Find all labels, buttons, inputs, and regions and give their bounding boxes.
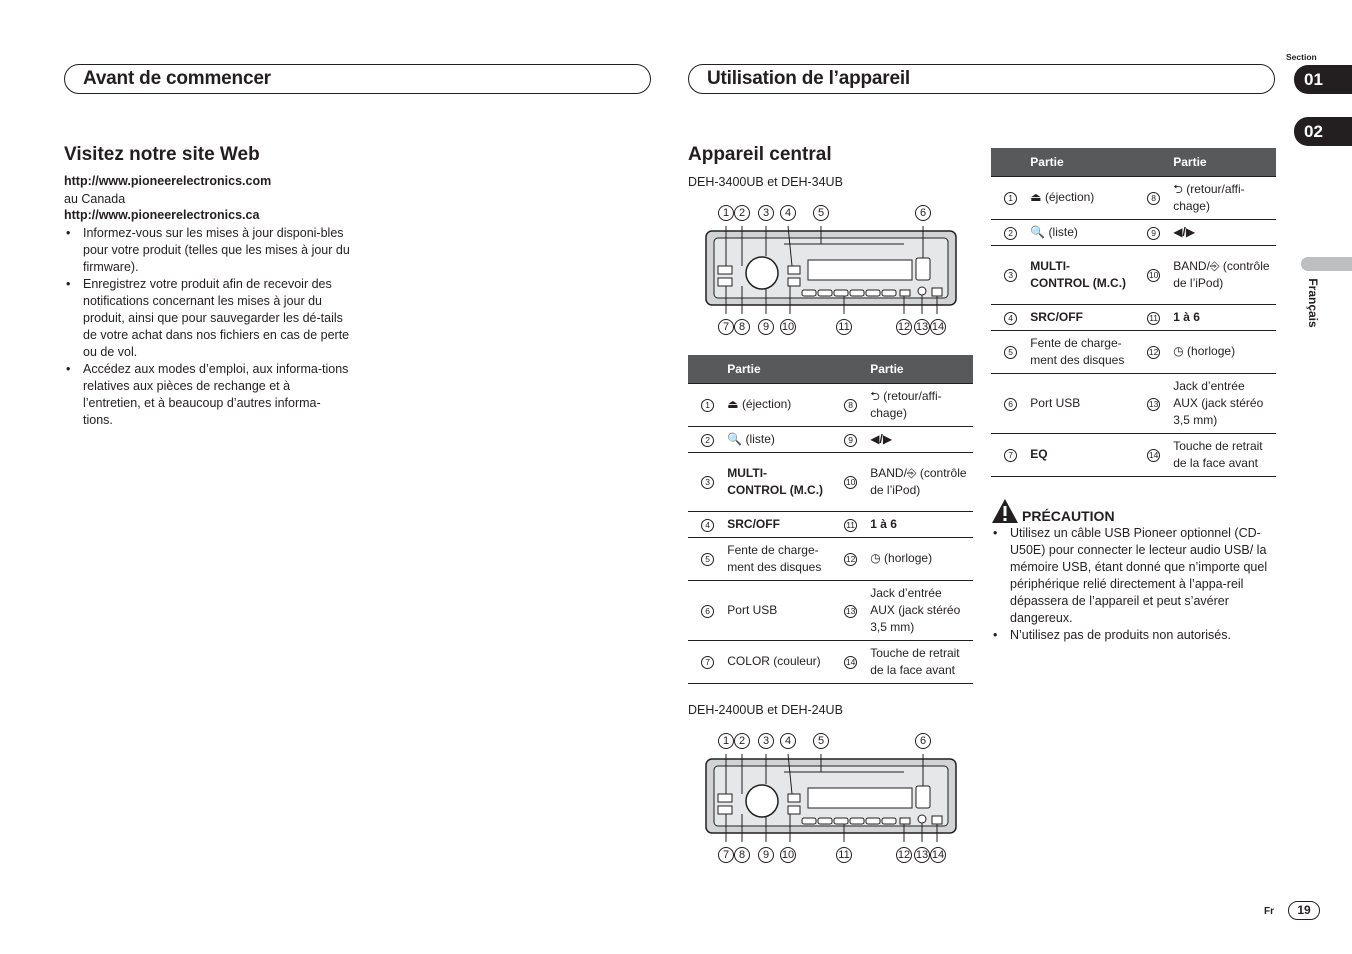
section-title: Utilisation de l’appareil [707,68,910,89]
table-row: 4 SRC/OFF 11 1 à 6 [688,511,973,537]
table-header: Partie [1173,148,1276,176]
callout-2: 2 [734,733,750,749]
table-row: 2 🔍 (liste) 9 ◀/▶ [991,219,1276,245]
caution-list [991,525,1276,644]
callout-5: 5 [813,205,829,221]
canada-label: au Canada [64,192,126,206]
section-tab-01[interactable]: 01 [1294,65,1352,94]
callout-7: 7 [718,319,734,335]
table-row: 5 Fente de charge-ment des disques 12 ◷ (horloge) [688,537,973,580]
table-row: 6 Port USB 13 Jack d’entrée AUX (jack stéréo 3,5 mm) [688,580,973,640]
callout-4: 4 [780,205,796,221]
callout-1: 1 [718,205,734,221]
callout-11: 11 [836,847,852,863]
model-label: DEH-3400UB et DEH-34UB [688,175,843,189]
head-unit-diagram [704,204,958,338]
callout-6: 6 [915,205,931,221]
table-row: 3 MULTI-CONTROL (M.C.) 10 BAND/⎆ (contrôle de l’iPod) [688,452,973,511]
callout-14: 14 [931,321,945,333]
callout-3: 3 [758,205,774,221]
callout-3: 3 [758,733,774,749]
head-unit-drawing [704,226,958,314]
callout-8: 8 [734,319,750,335]
callout-12: 12 [897,321,911,333]
website-link-ca[interactable]: http://www.pioneerelectronics.ca [64,208,260,222]
page-title: Visitez notre site Web [64,144,260,165]
section-heading: Appareil central [688,144,832,165]
table-header: Partie [870,355,973,383]
page-number: 19 [1288,901,1320,920]
callout-7: 7 [718,847,734,863]
section-header-right [688,64,1275,94]
callout-9: 9 [758,847,774,863]
callout-14: 14 [931,849,945,861]
section-label: Section [1286,52,1317,62]
list-item: • Utilisez un câble USB Pioneer optionnel (CD-U50E) pour connecter le lecteur audio USB/ la mémoire USB, étant donné que n’importe quel périphérique relié directement à l’appa-reil dépassera de l’appareil et peut s’avérer dangereux. [991,525,1276,627]
section-header-left [64,64,651,94]
caution-title: PRÉCAUTION [1022,508,1115,524]
parts-table-a [688,355,973,684]
callout-11: 11 [836,319,852,335]
section-title: Avant de commencer [83,68,271,89]
table-row: 1 ⏏ (éjection) 8 ⮌ (retour/affi-chage) [688,383,973,426]
callout-13: 13 [915,849,929,861]
head-unit-diagram [704,732,958,866]
list-item: • N’utilisez pas de produits non autorisés. [991,627,1276,644]
callout-10: 10 [781,849,795,861]
model-label: DEH-2400UB et DEH-24UB [688,703,843,717]
callout-4: 4 [780,733,796,749]
callout-6: 6 [915,733,931,749]
callout-1: 1 [718,733,734,749]
language-label: Français [1306,278,1320,328]
table-row: 1 ⏏ (éjection) 8 ⮌ (retour/affi-chage) [991,176,1276,219]
list-item: • Accédez aux modes d’emploi, aux informa-tions relatives aux pièces de rechange et à l’entretien, et à beaucoup d’autres informa-tions. [64,361,350,429]
parts-table-b [991,148,1276,477]
callout-13: 13 [915,321,929,333]
callout-2: 2 [734,205,750,221]
list-item: • Informez-vous sur les mises à jour disponi-bles pour votre produit (telles que les mises à jour du firmware). [64,225,350,276]
section-tab-02[interactable]: 02 [1294,117,1352,146]
table-row: 4 SRC/OFF 11 1 à 6 [991,304,1276,330]
benefits-list [64,225,350,429]
callout-8: 8 [734,847,750,863]
callout-9: 9 [758,319,774,335]
callout-5: 5 [813,733,829,749]
footer-language: Fr [1264,906,1274,917]
table-row: 5 Fente de charge-ment des disques 12 ◷ (horloge) [991,330,1276,373]
warning-icon [991,498,1019,524]
head-unit-drawing [704,754,958,842]
table-row: 7 EQ 14 Touche de retrait de la face avant [991,433,1276,476]
table-header: Partie [1030,148,1134,176]
callout-10: 10 [781,321,795,333]
table-row: 7 COLOR (couleur) 14 Touche de retrait de la face avant [688,640,973,683]
list-item: • Enregistrez votre produit afin de recevoir des notifications concernant les mises à jour du produit, ainsi que pour sauvegarder les dé-tails de votre achat dans nos fichiers en cas de perte ou de vol. [64,276,350,361]
table-row: 2 🔍 (liste) 9 ◀/▶ [688,426,973,452]
table-header: Partie [727,355,831,383]
table-row: 3 MULTI-CONTROL (M.C.) 10 BAND/⎆ (contrôle de l’iPod) [991,245,1276,304]
callout-12: 12 [897,849,911,861]
website-link-us[interactable]: http://www.pioneerelectronics.com [64,174,272,188]
table-row: 6 Port USB 13 Jack d’entrée AUX (jack stéréo 3,5 mm) [991,373,1276,433]
